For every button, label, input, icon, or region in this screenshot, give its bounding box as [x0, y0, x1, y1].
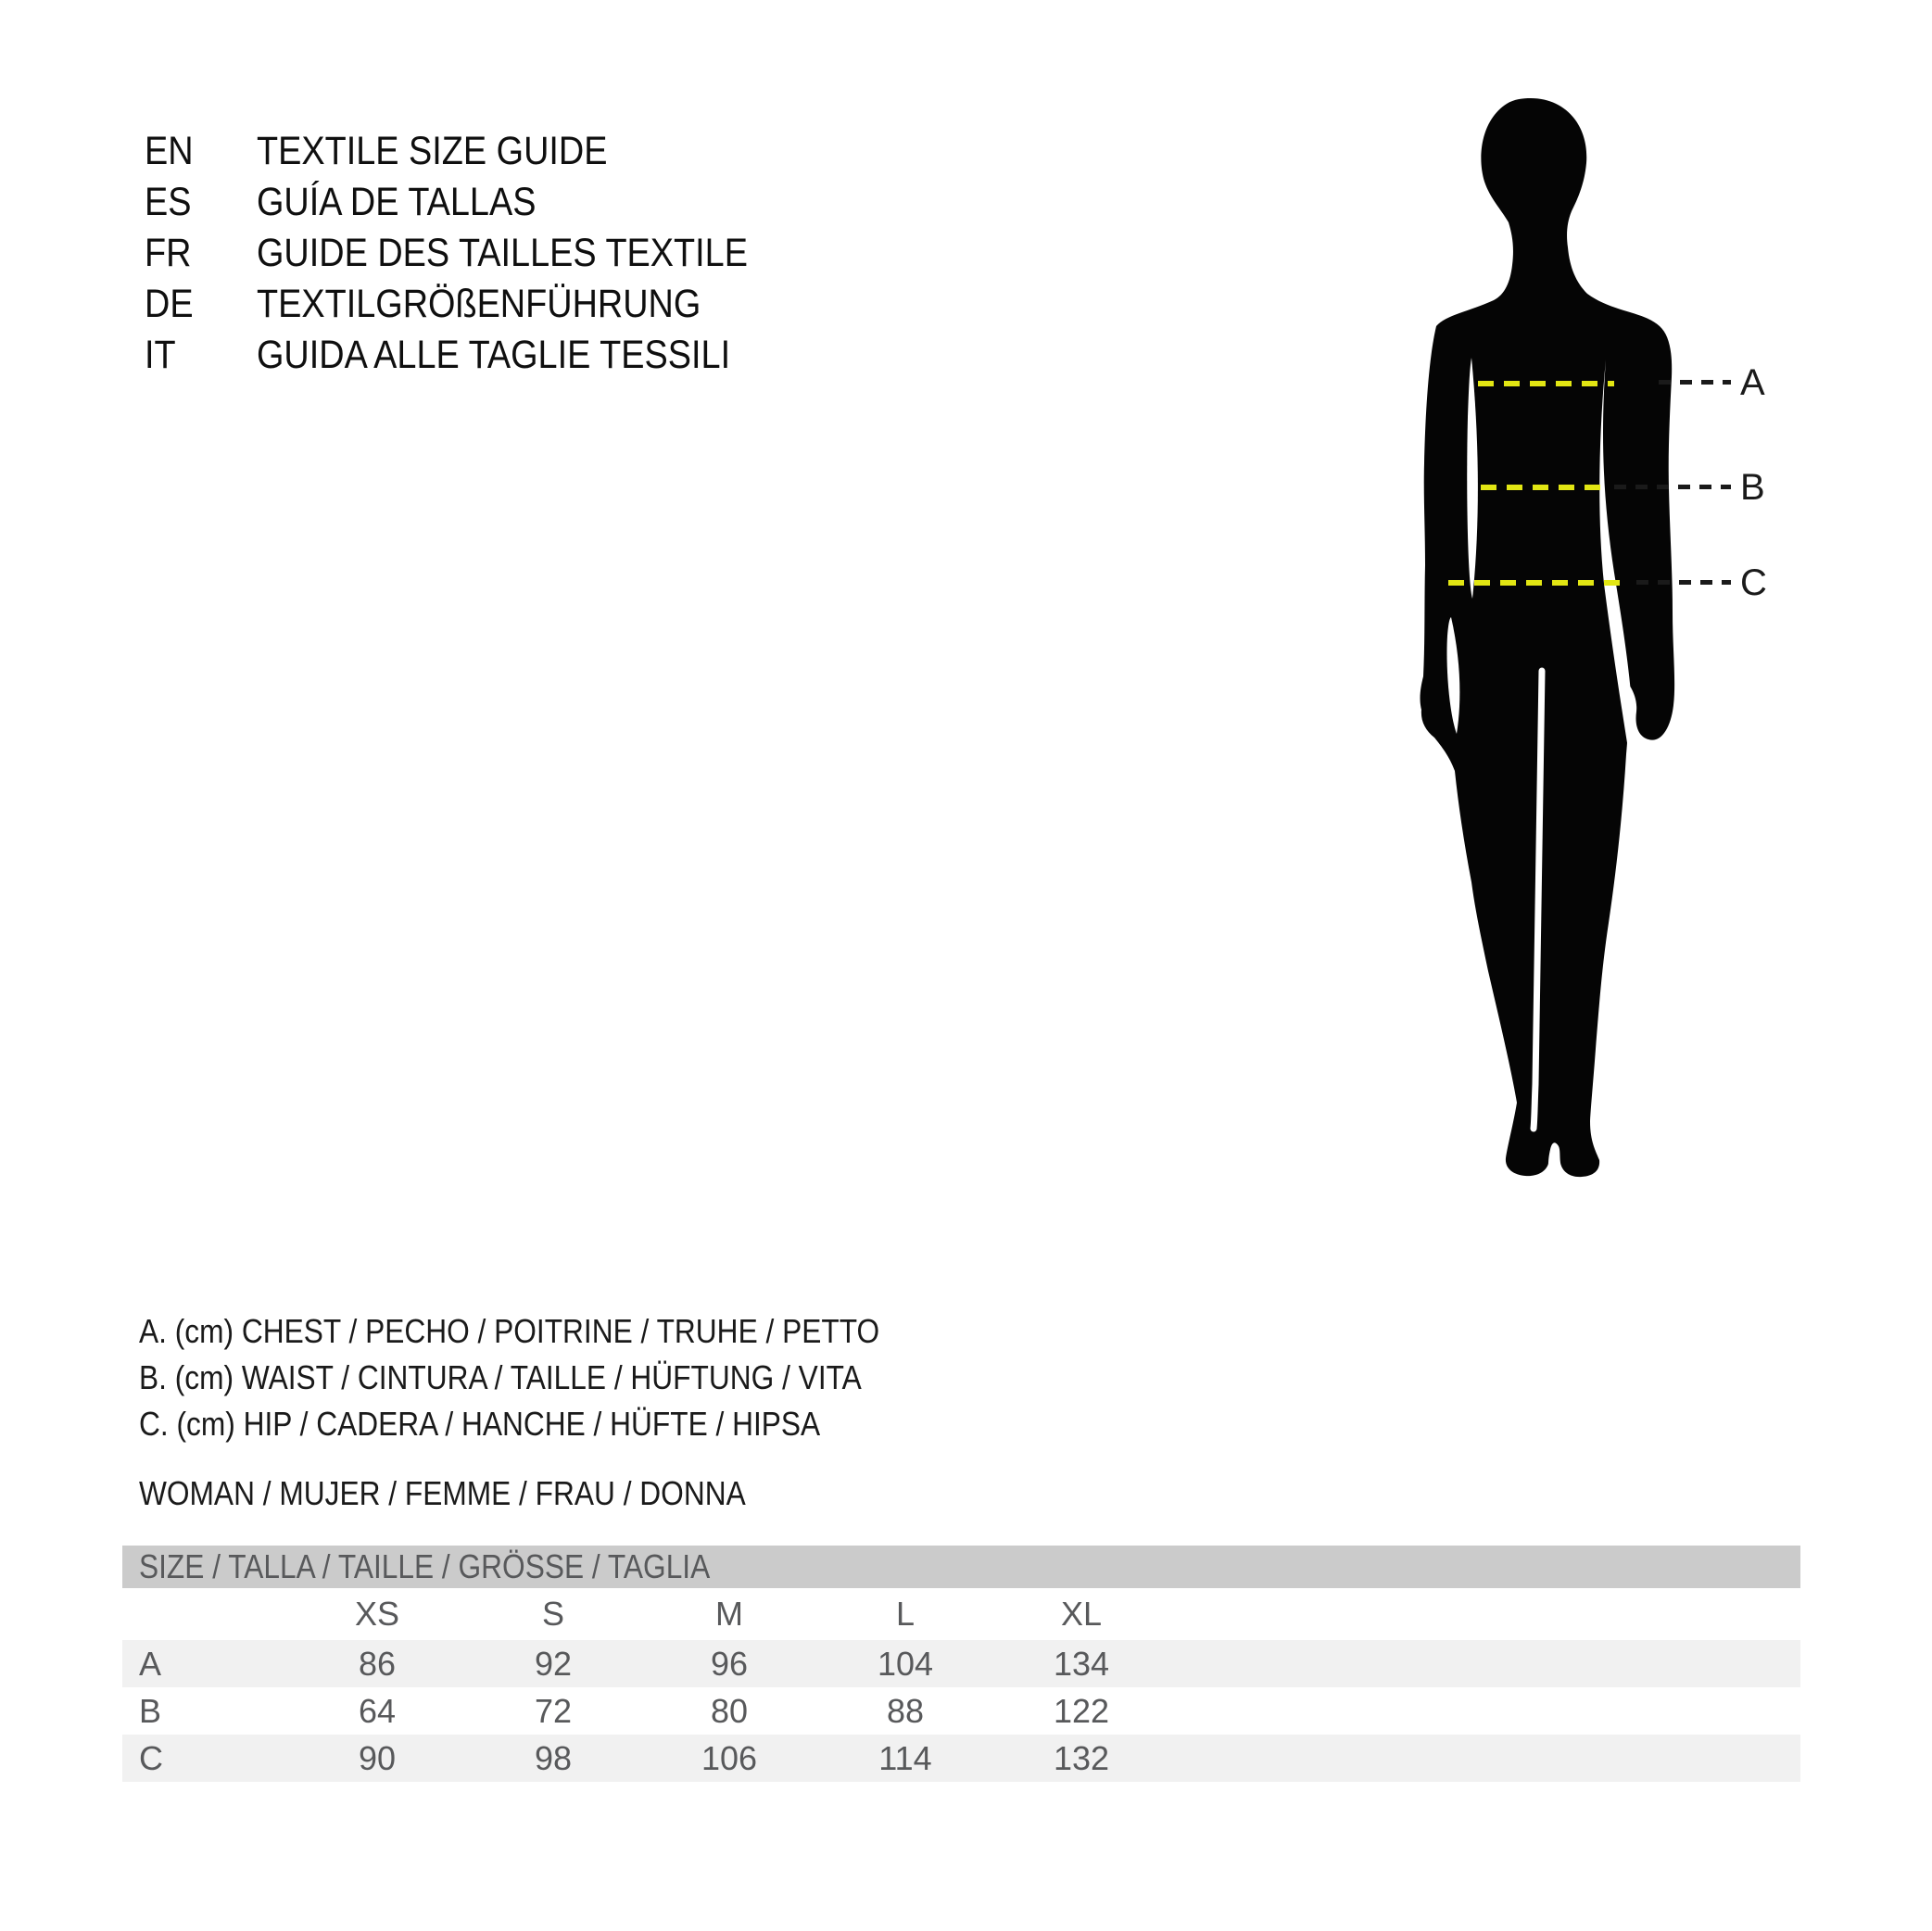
woman-silhouette: [1421, 98, 1675, 1177]
size-table-header-label: SIZE / TALLA / TAILLE / GRÖSSE / TAGLIA: [139, 1547, 711, 1585]
language-guide-list: [145, 126, 814, 381]
cell: 96: [710, 1644, 749, 1683]
size-col-m: M: [715, 1595, 743, 1633]
cell: 88: [886, 1691, 925, 1730]
language-code: ES: [145, 180, 192, 224]
legend-waist: B. (cm) WAIST / CINTURA / TAILLE / HÜFTUNG / VITA: [139, 1358, 862, 1396]
size-table: [122, 1546, 1800, 1782]
size-table-header: [122, 1546, 1800, 1588]
cell: 132: [1053, 1738, 1110, 1777]
marker-b: B: [1740, 467, 1765, 508]
guide-title: GUÍA DE TALLAS: [257, 180, 537, 224]
cell: 64: [358, 1691, 397, 1730]
cell: 106: [701, 1738, 758, 1777]
table-row-waist: [122, 1687, 1800, 1735]
waist-callout-line: [1614, 485, 1731, 489]
cell: 134: [1053, 1644, 1110, 1683]
cell: 92: [534, 1644, 573, 1683]
measurement-legend: [139, 1308, 980, 1447]
row-label: B: [139, 1691, 162, 1730]
cell: 80: [710, 1691, 749, 1730]
marker-a: A: [1740, 362, 1765, 403]
cell: 72: [534, 1691, 573, 1730]
marker-c: C: [1740, 562, 1767, 603]
guide-title: TEXTILE SIZE GUIDE: [257, 129, 608, 173]
language-code: DE: [145, 282, 194, 326]
cell: 114: [878, 1738, 932, 1777]
woman-silhouette-figure: [1390, 83, 1761, 1195]
size-col-xl: XL: [1060, 1595, 1103, 1633]
guide-title: GUIDA ALLE TAGLIE TESSILI: [257, 333, 731, 377]
legend-chest: A. (cm) CHEST / PECHO / POITRINE / TRUHE / PETTO: [139, 1312, 880, 1350]
row-label: A: [139, 1644, 162, 1683]
guide-title: GUIDE DES TAILLES TEXTILE: [257, 231, 748, 275]
table-row-chest: [122, 1640, 1800, 1687]
audience-label: WOMAN / MUJER / FEMME / FRAU / DONNA: [139, 1474, 746, 1512]
language-code: IT: [145, 333, 176, 377]
cell: 104: [877, 1644, 934, 1683]
cell: 86: [358, 1644, 397, 1683]
size-col-s: S: [541, 1595, 564, 1633]
size-col-xs: XS: [354, 1595, 400, 1633]
row-label: C: [139, 1738, 163, 1777]
legend-hip: C. (cm) HIP / CADERA / HANCHE / HÜFTE / HIPSA: [139, 1405, 821, 1443]
hip-callout-line: [1636, 580, 1731, 585]
size-col-l: L: [895, 1595, 915, 1633]
language-code: FR: [145, 231, 192, 275]
guide-title: TEXTILGRÖßENFÜHRUNG: [257, 282, 701, 326]
size-columns-row: [122, 1588, 1800, 1640]
table-row-hip: [122, 1735, 1800, 1782]
cell: 122: [1053, 1691, 1110, 1730]
cell: 90: [358, 1738, 397, 1777]
chest-callout-line: [1659, 380, 1731, 385]
language-code: EN: [145, 129, 194, 173]
cell: 98: [534, 1738, 573, 1777]
